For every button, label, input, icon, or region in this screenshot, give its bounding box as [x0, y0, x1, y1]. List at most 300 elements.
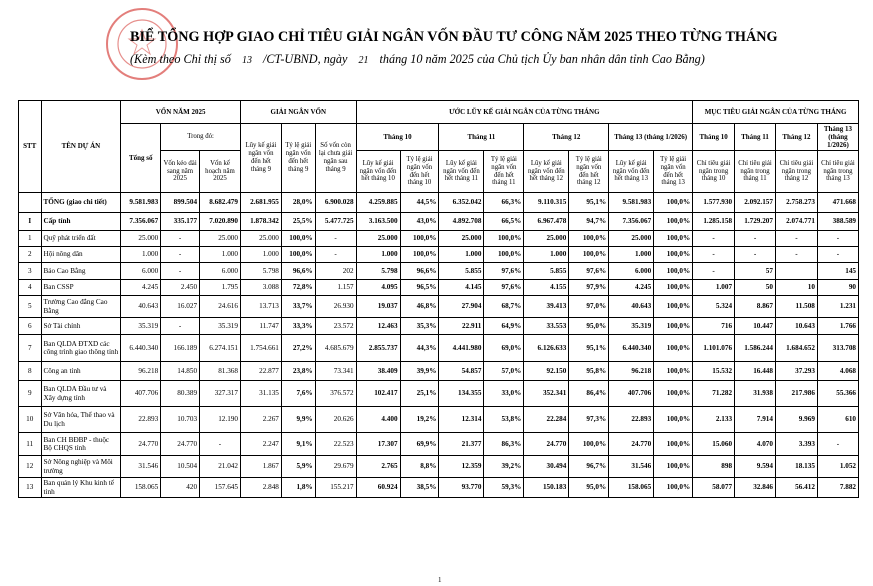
cell-value: 90: [817, 280, 858, 296]
header-estimated-cumulative: ƯỚC LŨY KẾ GIẢI NGÂN CỦA TỪNG THÁNG: [356, 101, 693, 124]
cell-value: 96,5%: [400, 280, 439, 296]
cell-value: 24.770: [121, 433, 161, 456]
cell-value: 96,6%: [281, 263, 315, 280]
cell-value: 100,0%: [569, 433, 609, 456]
header-extended-capital: Vốn kéo dài sang năm 2025: [161, 151, 200, 193]
cell-value: 33,0%: [484, 381, 524, 407]
cell-value: 81.368: [200, 362, 241, 381]
cell-value: 7,6%: [281, 381, 315, 407]
cell-value: -: [775, 231, 817, 247]
table-row: [19, 456, 859, 478]
cell-value: 4.892.708: [439, 213, 484, 231]
cell-value: 100,0%: [654, 456, 693, 478]
cell-value: 58.077: [693, 478, 735, 498]
cell-value: -: [693, 247, 735, 263]
cell-value: -: [315, 247, 356, 263]
cell-value: 1.007: [693, 280, 735, 296]
cell-value: 610: [817, 407, 858, 433]
cell-value: 1.000: [200, 247, 241, 263]
header-of-which: Trong đó:: [161, 124, 241, 151]
cell-value: 9.969: [775, 407, 817, 433]
cell-value: 1.000: [439, 247, 484, 263]
cell-value: [775, 263, 817, 280]
cell-value: 37.293: [775, 362, 817, 381]
cell-value: 25,1%: [400, 381, 439, 407]
cell-value: 1.000: [609, 247, 654, 263]
cell-value: 1.101.076: [693, 335, 735, 362]
cell-value: 407.706: [121, 381, 161, 407]
header-month-13: Tháng 13 (tháng 1/2026): [609, 124, 693, 151]
cell-value: 4.685.679: [315, 335, 356, 362]
cell-stt: 3: [19, 263, 42, 280]
cell-value: 95,0%: [569, 318, 609, 335]
cell-value: -: [161, 231, 200, 247]
table-row: [19, 318, 859, 335]
header-cumulative-12: Lũy kế giải ngân vốn đến hết tháng 12: [524, 151, 569, 193]
cell-value: 25.000: [439, 231, 484, 247]
cell-value: 13.713: [240, 296, 281, 318]
header-cumulative-11: Lũy kế giải ngân vốn đến hết tháng 11: [439, 151, 484, 193]
cell-project-name: TỔNG (giao chi tiết): [41, 193, 121, 213]
cell-stt: 10: [19, 407, 42, 433]
cell-value: 6.000: [609, 263, 654, 280]
cell-value: 24.770: [524, 433, 569, 456]
header-planned-capital: Vốn kế hoạch năm 2025: [200, 151, 241, 193]
cell-value: 31.546: [609, 456, 654, 478]
cell-value: -: [315, 231, 356, 247]
cell-value: 33,7%: [281, 296, 315, 318]
cell-value: 2.092.157: [735, 193, 776, 213]
cell-value: 3.393: [775, 433, 817, 456]
cell-value: 46,8%: [400, 296, 439, 318]
cell-value: 4.070: [735, 433, 776, 456]
cell-value: 10.504: [161, 456, 200, 478]
cell-value: 100,0%: [654, 193, 693, 213]
cell-value: 8,8%: [400, 456, 439, 478]
cell-value: 3.163.500: [356, 213, 400, 231]
cell-value: 95,1%: [569, 335, 609, 362]
table-row: [19, 478, 859, 498]
cell-value: 335.177: [161, 213, 200, 231]
cell-value: 2.450: [161, 280, 200, 296]
header-cumulative-10: Lũy kế giải ngân vốn đến hết tháng 10: [356, 151, 400, 193]
cell-value: 30.494: [524, 456, 569, 478]
cell-value: 716: [693, 318, 735, 335]
cell-value: 352.341: [524, 381, 569, 407]
cell-value: 23,8%: [281, 362, 315, 381]
cell-value: 22.877: [240, 362, 281, 381]
cell-value: 25,5%: [281, 213, 315, 231]
cell-value: 5,9%: [281, 456, 315, 478]
cell-value: 53,8%: [484, 407, 524, 433]
header-target-11: Chỉ tiêu giải ngân trong tháng 11: [735, 151, 776, 193]
cell-value: 96,7%: [569, 456, 609, 478]
cell-value: 1.285.158: [693, 213, 735, 231]
cell-value: 18.135: [775, 456, 817, 478]
cell-value: 1.795: [200, 280, 241, 296]
cell-value: 72,8%: [281, 280, 315, 296]
cell-value: 59,3%: [484, 478, 524, 498]
cell-value: 2.133: [693, 407, 735, 433]
header-capital-2025: VỐN NĂM 2025: [121, 101, 241, 124]
cell-value: 39,2%: [484, 456, 524, 478]
cell-value: 66,5%: [484, 213, 524, 231]
cell-value: 4.245: [121, 280, 161, 296]
cell-value: 100,0%: [400, 231, 439, 247]
cell-value: 899.504: [161, 193, 200, 213]
cell-value: 25.000: [240, 231, 281, 247]
cell-stt: [19, 193, 42, 213]
cell-value: 35.319: [200, 318, 241, 335]
header-cumulative-13: Lũy kế giải ngân vốn đến hết tháng 13: [609, 151, 654, 193]
header-target-month-10: Tháng 10: [693, 124, 735, 151]
cell-value: 313.708: [817, 335, 858, 362]
cell-project-name: Ban CH BĐBP - thuộc Bộ CHQS tỉnh: [41, 433, 121, 456]
cell-value: 55.366: [817, 381, 858, 407]
cell-value: 96.218: [609, 362, 654, 381]
table-row: [19, 213, 859, 231]
cell-value: -: [161, 263, 200, 280]
cell-value: -: [817, 433, 858, 456]
cell-value: 12.314: [439, 407, 484, 433]
cell-value: 5.855: [524, 263, 569, 280]
cell-value: 24.616: [200, 296, 241, 318]
cell-value: 420: [161, 478, 200, 498]
disbursement-table: [18, 100, 859, 498]
cell-value: 100,0%: [654, 318, 693, 335]
cell-value: 1.684.652: [775, 335, 817, 362]
cell-stt: 5: [19, 296, 42, 318]
cell-project-name: Sở Tài chính: [41, 318, 121, 335]
cell-value: 43,0%: [400, 213, 439, 231]
cell-value: 2.765: [356, 456, 400, 478]
cell-value: 100,0%: [281, 247, 315, 263]
header-disbursement: GIẢI NGÂN VỐN: [240, 101, 356, 124]
header-target-13: Chỉ tiêu giải ngân trong tháng 13: [817, 151, 858, 193]
cell-stt: 4: [19, 280, 42, 296]
cell-value: 15.060: [693, 433, 735, 456]
cell-value: 6.440.340: [121, 335, 161, 362]
cell-value: -: [735, 247, 776, 263]
cell-value: 1.586.244: [735, 335, 776, 362]
cell-value: 38.409: [356, 362, 400, 381]
header-remaining-sep: Số vốn còn lại chưa giải ngân sau tháng 9: [315, 124, 356, 193]
cell-value: 25.000: [356, 231, 400, 247]
cell-value: 100,0%: [484, 247, 524, 263]
cell-stt: 11: [19, 433, 42, 456]
cell-value: 12.190: [200, 407, 241, 433]
cell-value: 73.341: [315, 362, 356, 381]
header-rate-11: Tỷ lệ giải ngân vốn đến hết tháng 11: [484, 151, 524, 193]
cell-value: 9.581.983: [121, 193, 161, 213]
cell-project-name: Ban QLDA ĐTXD các công trình giao thông tỉnh: [41, 335, 121, 362]
cell-value: 17.307: [356, 433, 400, 456]
cell-value: 4.441.980: [439, 335, 484, 362]
cell-value: 16.448: [735, 362, 776, 381]
cell-value: 22.523: [315, 433, 356, 456]
document-title: BIỂ TỔNG HỢP GIAO CHỈ TIÊU GIẢI NGÂN VỐN ĐẦU TƯ CÔNG NĂM 2025 THEO TỪNG THÁNG: [130, 29, 778, 45]
cell-value: 4.400: [356, 407, 400, 433]
cell-value: 158.065: [609, 478, 654, 498]
cell-value: 1.754.661: [240, 335, 281, 362]
cell-value: 95,1%: [569, 193, 609, 213]
header-project-name: TÊN DỰ ÁN: [41, 101, 121, 193]
table-row: [19, 280, 859, 296]
table-body: [19, 193, 859, 498]
cell-project-name: Quỹ phát triển đất: [41, 231, 121, 247]
cell-value: 100,0%: [654, 478, 693, 498]
cell-stt: 2: [19, 247, 42, 263]
cell-value: 12.359: [439, 456, 484, 478]
cell-value: 1.000: [524, 247, 569, 263]
cell-stt: 1: [19, 231, 42, 247]
cell-value: 327.317: [200, 381, 241, 407]
cell-value: 86,4%: [569, 381, 609, 407]
cell-project-name: Công an tỉnh: [41, 362, 121, 381]
cell-value: 1.231: [817, 296, 858, 318]
header-total: Tổng số: [121, 124, 161, 193]
cell-value: -: [775, 247, 817, 263]
table-row: [19, 247, 859, 263]
cell-stt: 12: [19, 456, 42, 478]
cell-value: 6.440.340: [609, 335, 654, 362]
cell-value: 24.770: [161, 433, 200, 456]
cell-value: 100,0%: [654, 407, 693, 433]
cell-value: -: [735, 231, 776, 247]
cell-value: 100,0%: [654, 280, 693, 296]
cell-value: 7.914: [735, 407, 776, 433]
cell-value: 166.189: [161, 335, 200, 362]
cell-value: 7.356.067: [121, 213, 161, 231]
cell-value: 5.477.725: [315, 213, 356, 231]
cell-value: 22.893: [121, 407, 161, 433]
cell-value: 68,7%: [484, 296, 524, 318]
cell-value: 22.284: [524, 407, 569, 433]
cell-stt: I: [19, 213, 42, 231]
cell-value: 8.682.479: [200, 193, 241, 213]
cell-value: -: [693, 263, 735, 280]
header-rate-sep: Tỷ lệ giải ngân vốn đến hết tháng 9: [281, 124, 315, 193]
cell-value: 1.867: [240, 456, 281, 478]
cell-value: 100,0%: [654, 381, 693, 407]
cell-value: 97,9%: [569, 280, 609, 296]
cell-value: 2.758.273: [775, 193, 817, 213]
cell-value: 5.324: [693, 296, 735, 318]
cell-value: 92.150: [524, 362, 569, 381]
cell-value: 71.282: [693, 381, 735, 407]
header-rate-13: Tỷ lệ giải ngân vốn đến hết tháng 13: [654, 151, 693, 193]
cell-value: 94,7%: [569, 213, 609, 231]
cell-value: 40.643: [609, 296, 654, 318]
cell-value: 898: [693, 456, 735, 478]
cell-value: 25.000: [524, 231, 569, 247]
cell-value: 4.145: [439, 280, 484, 296]
cell-value: 4.245: [609, 280, 654, 296]
cell-value: 5.798: [356, 263, 400, 280]
cell-value: 60.924: [356, 478, 400, 498]
cell-value: 4.095: [356, 280, 400, 296]
cell-value: 24.770: [609, 433, 654, 456]
cell-project-name: Sở Nông nghiệp và Môi trường: [41, 456, 121, 478]
cell-value: 9,9%: [281, 407, 315, 433]
cell-value: 64,9%: [484, 318, 524, 335]
cell-value: 10: [775, 280, 817, 296]
cell-value: 19,2%: [400, 407, 439, 433]
cell-project-name: Hội nông dân: [41, 247, 121, 263]
cell-value: 23.572: [315, 318, 356, 335]
header-month-11: Tháng 11: [439, 124, 524, 151]
cell-value: -: [693, 231, 735, 247]
cell-value: 100,0%: [569, 231, 609, 247]
cell-value: 19.037: [356, 296, 400, 318]
cell-value: 10.703: [161, 407, 200, 433]
cell-value: 25.000: [200, 231, 241, 247]
cell-value: 96,6%: [400, 263, 439, 280]
cell-value: 100,0%: [654, 213, 693, 231]
cell-value: 100,0%: [654, 296, 693, 318]
cell-value: 96.218: [121, 362, 161, 381]
cell-value: 388.589: [817, 213, 858, 231]
cell-value: 35,3%: [400, 318, 439, 335]
cell-value: 22.893: [609, 407, 654, 433]
cell-project-name: Báo Cao Bằng: [41, 263, 121, 280]
table-row: [19, 335, 859, 362]
cell-value: 9.110.315: [524, 193, 569, 213]
cell-value: 100,0%: [484, 231, 524, 247]
cell-value: 11.747: [240, 318, 281, 335]
cell-value: 100,0%: [654, 335, 693, 362]
cell-value: 100,0%: [281, 231, 315, 247]
cell-value: 145: [817, 263, 858, 280]
table-row: [19, 381, 859, 407]
cell-stt: 6: [19, 318, 42, 335]
cell-value: 134.355: [439, 381, 484, 407]
cell-value: 7.882: [817, 478, 858, 498]
cell-value: 93.770: [439, 478, 484, 498]
cell-project-name: Trường Cao đẳng Cao Bằng: [41, 296, 121, 318]
cell-value: 22.911: [439, 318, 484, 335]
cell-value: 39,9%: [400, 362, 439, 381]
cell-value: 4.259.885: [356, 193, 400, 213]
cell-value: 97,6%: [484, 280, 524, 296]
cell-value: 2.267: [240, 407, 281, 433]
cell-value: 15.532: [693, 362, 735, 381]
cell-value: 33,3%: [281, 318, 315, 335]
table-row: [19, 407, 859, 433]
cell-value: 39.413: [524, 296, 569, 318]
cell-value: 14.850: [161, 362, 200, 381]
cell-value: 1.157: [315, 280, 356, 296]
cell-value: 217.986: [775, 381, 817, 407]
cell-value: 57: [735, 263, 776, 280]
cell-value: 50: [735, 280, 776, 296]
cell-value: 4.155: [524, 280, 569, 296]
cell-value: 27.904: [439, 296, 484, 318]
cell-value: 471.668: [817, 193, 858, 213]
cell-value: 1.577.930: [693, 193, 735, 213]
cell-value: 407.706: [609, 381, 654, 407]
cell-value: 31.938: [735, 381, 776, 407]
cell-value: 100,0%: [654, 263, 693, 280]
cell-value: 25.000: [121, 231, 161, 247]
cell-project-name: Ban CSSP: [41, 280, 121, 296]
cell-value: 20.626: [315, 407, 356, 433]
cell-value: 2.855.737: [356, 335, 400, 362]
cell-value: 21.377: [439, 433, 484, 456]
cell-value: 95,8%: [569, 362, 609, 381]
header-target-10: Chỉ tiêu giải ngân trong tháng 10: [693, 151, 735, 193]
cell-value: 11.508: [775, 296, 817, 318]
cell-stt: 8: [19, 362, 42, 381]
header-rate-12: Tỷ lệ giải ngân vốn đến hết tháng 12: [569, 151, 609, 193]
cell-value: 9.594: [735, 456, 776, 478]
cell-value: 2.074.771: [775, 213, 817, 231]
cell-value: 31.546: [121, 456, 161, 478]
cell-value: 7.020.890: [200, 213, 241, 231]
cell-value: 6.352.042: [439, 193, 484, 213]
cell-value: -: [161, 247, 200, 263]
cell-value: 5.855: [439, 263, 484, 280]
cell-value: 6.126.633: [524, 335, 569, 362]
cell-value: 56.412: [775, 478, 817, 498]
cell-value: 376.572: [315, 381, 356, 407]
cell-value: 97,0%: [569, 296, 609, 318]
cell-project-name: Ban quản lý Khu kinh tế tỉnh: [41, 478, 121, 498]
cell-project-name: Ban QLDA Đầu tư và Xây dựng tỉnh: [41, 381, 121, 407]
cell-value: 97,3%: [569, 407, 609, 433]
cell-value: 3.088: [240, 280, 281, 296]
table-row: [19, 296, 859, 318]
cell-value: 86,3%: [484, 433, 524, 456]
cell-value: 28,0%: [281, 193, 315, 213]
cell-value: 102.417: [356, 381, 400, 407]
cell-value: 2.681.955: [240, 193, 281, 213]
cell-value: -: [200, 433, 241, 456]
header-target: MỤC TIÊU GIẢI NGÂN CỦA TỪNG THÁNG: [693, 101, 859, 124]
cell-value: 157.645: [200, 478, 241, 498]
header-stt: STT: [19, 101, 42, 193]
cell-value: 21.042: [200, 456, 241, 478]
cell-value: 4.068: [817, 362, 858, 381]
cell-value: 2.848: [240, 478, 281, 498]
cell-value: 100,0%: [654, 231, 693, 247]
cell-value: -: [817, 247, 858, 263]
cell-value: 7.356.067: [609, 213, 654, 231]
header-target-12: Chỉ tiêu giải ngân trong tháng 12: [775, 151, 817, 193]
cell-value: 10.447: [735, 318, 776, 335]
cell-value: 25.000: [609, 231, 654, 247]
cell-value: 9,1%: [281, 433, 315, 456]
cell-value: 6.274.151: [200, 335, 241, 362]
cell-value: 1,8%: [281, 478, 315, 498]
table-row: [19, 433, 859, 456]
cell-value: 1.000: [240, 247, 281, 263]
cell-value: -: [161, 318, 200, 335]
cell-value: 38,5%: [400, 478, 439, 498]
cell-value: 1.000: [356, 247, 400, 263]
cell-value: 100,0%: [654, 247, 693, 263]
cell-value: 6.000: [121, 263, 161, 280]
table-row: [19, 362, 859, 381]
cell-value: 33.553: [524, 318, 569, 335]
header-target-month-13: Tháng 13 (tháng 1/2026): [817, 124, 858, 151]
cell-value: 100,0%: [654, 362, 693, 381]
cell-value: 97,6%: [569, 263, 609, 280]
header-target-month-12: Tháng 12: [775, 124, 817, 151]
cell-value: 97,6%: [484, 263, 524, 280]
cell-value: 69,0%: [484, 335, 524, 362]
cell-value: 12.463: [356, 318, 400, 335]
